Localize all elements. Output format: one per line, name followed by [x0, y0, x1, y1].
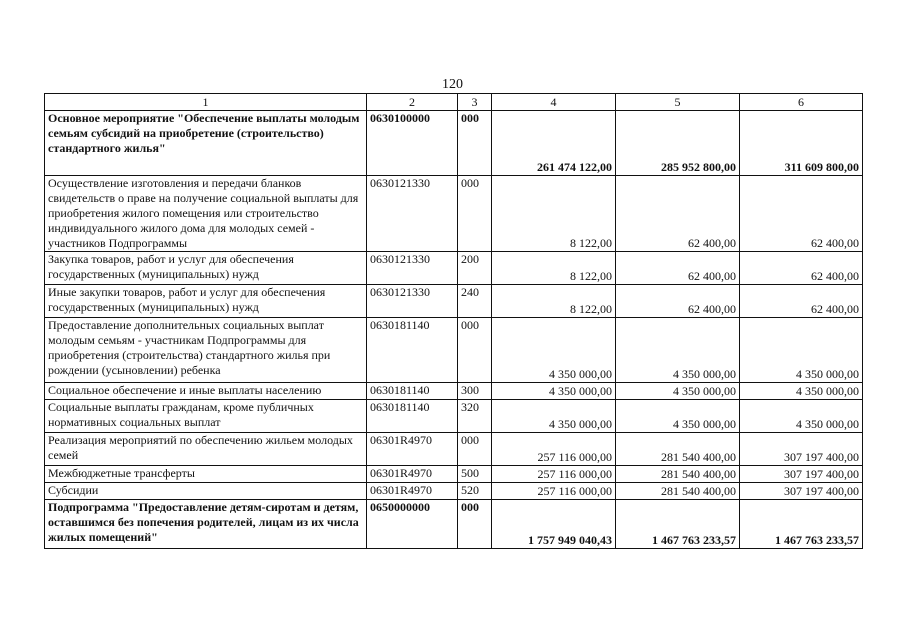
row-amount-year-1: 257 116 000,00 — [492, 466, 616, 483]
table-row — [45, 500, 863, 549]
row-amount-year-1: 8 122,00 — [492, 252, 616, 285]
column-header-year-2: 5 — [616, 94, 740, 111]
row-amount-year-3: 62 400,00 — [740, 176, 863, 252]
row-name-cell: Межбюджетные трансферты — [45, 466, 367, 483]
row-code-cell: 0630121330 — [367, 176, 458, 252]
row-amount-year-2: 285 952 800,00 — [616, 111, 740, 176]
row-amount-year-3: 311 609 800,00 — [740, 111, 863, 176]
row-name-cell: Закупка товаров, работ и услуг для обеспечения государственных (муниципальных) нужд — [45, 252, 367, 285]
row-amount-year-1: 8 122,00 — [492, 176, 616, 252]
row-code-cell: 0630181140 — [367, 400, 458, 433]
table-row — [45, 483, 863, 500]
row-amount-year-2: 4 350 000,00 — [616, 400, 740, 433]
page-number: 120 — [442, 77, 463, 92]
table-row — [45, 285, 863, 318]
row-type-cell: 000 — [458, 176, 492, 252]
table-row — [45, 383, 863, 400]
row-amount-year-2: 4 350 000,00 — [616, 383, 740, 400]
row-code-cell: 06301R4970 — [367, 433, 458, 466]
column-header-year-1: 4 — [492, 94, 616, 111]
table-row — [45, 252, 863, 285]
row-amount-year-3: 4 350 000,00 — [740, 318, 863, 383]
row-name-cell: Субсидии — [45, 483, 367, 500]
row-amount-year-3: 62 400,00 — [740, 285, 863, 318]
row-name-cell: Социальные выплаты гражданам, кроме публичных нормативных социальных выплат — [45, 400, 367, 433]
row-amount-year-2: 281 540 400,00 — [616, 483, 740, 500]
row-amount-year-3: 307 197 400,00 — [740, 433, 863, 466]
row-amount-year-1: 4 350 000,00 — [492, 318, 616, 383]
row-code-cell: 0630181140 — [367, 318, 458, 383]
table-row — [45, 318, 863, 383]
row-amount-year-2: 62 400,00 — [616, 285, 740, 318]
row-name-cell: Социальное обеспечение и иные выплаты населению — [45, 383, 367, 400]
row-amount-year-1: 1 757 949 040,43 — [492, 500, 616, 549]
row-type-cell: 500 — [458, 466, 492, 483]
row-type-cell: 000 — [458, 433, 492, 466]
row-type-cell: 240 — [458, 285, 492, 318]
row-code-cell: 0650000000 — [367, 500, 458, 549]
row-amount-year-1: 257 116 000,00 — [492, 433, 616, 466]
row-type-cell: 320 — [458, 400, 492, 433]
column-header-type: 3 — [458, 94, 492, 111]
row-amount-year-1: 257 116 000,00 — [492, 483, 616, 500]
table-row — [45, 176, 863, 252]
row-code-cell: 0630181140 — [367, 383, 458, 400]
row-name-cell: Подпрограмма "Предоставление детям-сиротам и детям, оставшимся без попечения родителей, лицам из их числа жилых помещений" — [45, 500, 367, 549]
row-type-cell: 300 — [458, 383, 492, 400]
row-name-cell: Иные закупки товаров, работ и услуг для обеспечения государственных (муниципальных) нужд — [45, 285, 367, 318]
budget-table — [44, 93, 863, 549]
row-amount-year-2: 281 540 400,00 — [616, 433, 740, 466]
row-name-cell: Предоставление дополнительных социальных выплат молодым семьям - участникам Подпрограммы для приобретения (строительства) стандартного жилья при рождении (усыновлении) ребенка — [45, 318, 367, 383]
column-header-year-3: 6 — [740, 94, 863, 111]
row-amount-year-2: 4 350 000,00 — [616, 318, 740, 383]
row-amount-year-3: 307 197 400,00 — [740, 466, 863, 483]
row-amount-year-1: 4 350 000,00 — [492, 383, 616, 400]
row-code-cell: 06301R4970 — [367, 466, 458, 483]
row-amount-year-2: 281 540 400,00 — [616, 466, 740, 483]
row-code-cell: 0630121330 — [367, 285, 458, 318]
row-amount-year-3: 307 197 400,00 — [740, 483, 863, 500]
row-amount-year-3: 4 350 000,00 — [740, 383, 863, 400]
table-row — [45, 466, 863, 483]
row-name-cell: Основное мероприятие "Обеспечение выплаты молодым семьям субсидий на приобретение (строительство) стандартного жилья" — [45, 111, 367, 176]
row-type-cell: 000 — [458, 111, 492, 176]
row-amount-year-3: 4 350 000,00 — [740, 400, 863, 433]
column-header-code: 2 — [367, 94, 458, 111]
row-amount-year-1: 8 122,00 — [492, 285, 616, 318]
row-amount-year-2: 1 467 763 233,57 — [616, 500, 740, 549]
row-name-cell: Реализация мероприятий по обеспечению жильем молодых семей — [45, 433, 367, 466]
row-code-cell: 0630100000 — [367, 111, 458, 176]
table-row — [45, 400, 863, 433]
row-type-cell: 200 — [458, 252, 492, 285]
row-amount-year-1: 261 474 122,00 — [492, 111, 616, 176]
row-type-cell: 000 — [458, 318, 492, 383]
row-type-cell: 000 — [458, 500, 492, 549]
table-row — [45, 111, 863, 176]
row-code-cell: 0630121330 — [367, 252, 458, 285]
column-header-name: 1 — [45, 94, 367, 111]
row-amount-year-2: 62 400,00 — [616, 176, 740, 252]
row-name-cell: Осуществление изготовления и передачи бланков свидетельств о праве на получение социальной выплаты для приобретения жилого помещения или строительство индивидуального жилого дома для молодых семей - участников Подпрограммы — [45, 176, 367, 252]
row-amount-year-3: 62 400,00 — [740, 252, 863, 285]
row-type-cell: 520 — [458, 483, 492, 500]
row-code-cell: 06301R4970 — [367, 483, 458, 500]
row-amount-year-1: 4 350 000,00 — [492, 400, 616, 433]
row-amount-year-3: 1 467 763 233,57 — [740, 500, 863, 549]
table-row — [45, 433, 863, 466]
table-header-row — [45, 94, 863, 111]
table-body — [45, 111, 863, 549]
row-amount-year-2: 62 400,00 — [616, 252, 740, 285]
